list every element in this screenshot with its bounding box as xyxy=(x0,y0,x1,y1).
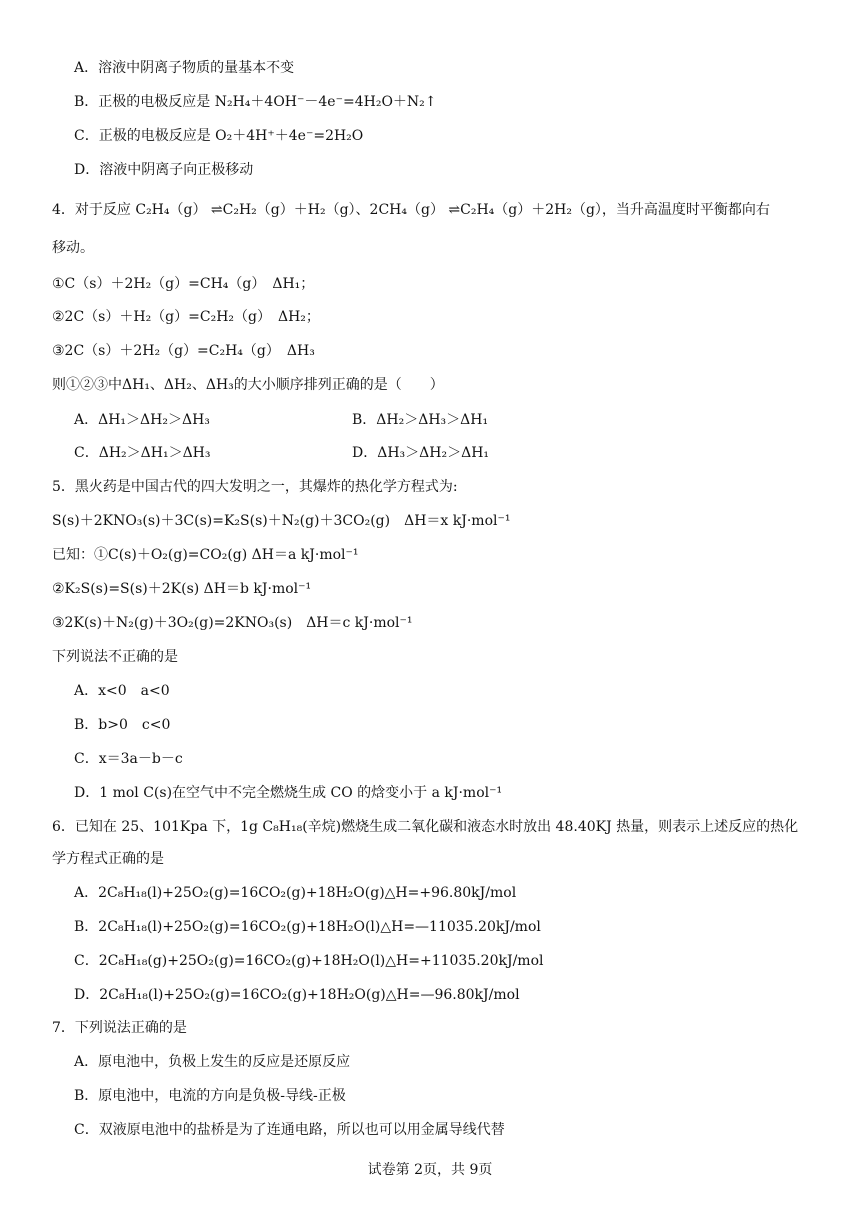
q5-option-a: A．x<0 a<0 xyxy=(74,683,170,699)
q3-option-c: C．正极的电极反应是 O₂＋4H⁺＋4e⁻=2H₂O xyxy=(74,128,364,144)
page-footer: 试卷第 2页，共 9页 xyxy=(367,1162,493,1178)
q4-question: 则①②③中ΔH₁、ΔH₂、ΔH₃的大小顺序排列正确的是（ ） xyxy=(52,377,444,393)
q3-option-a: A．溶液中阴离子物质的量基本不变 xyxy=(74,60,295,76)
q6-stem-line2: 学方程式正确的是 xyxy=(52,851,164,867)
q4-equation-2: ②2C（s）＋H₂（g）=C₂H₂（g） ΔH₂； xyxy=(52,309,320,325)
q4-option-d: D．ΔH₃＞ΔH₂＞ΔH₁ xyxy=(352,445,490,461)
q6-stem-line1: 6．已知在 25、101Kpa 下，1g C₈H₁₈(辛烷)燃烧生成二氧化碳和液态水时放出 48.40KJ 热量，则表示上述反应的热化 xyxy=(52,819,799,835)
q6-option-a: A．2C₈H₁₈(l)+25O₂(g)=16CO₂(g)+18H₂O(g)△H=+96.80kJ/mol xyxy=(74,885,517,901)
q4-option-b: B．ΔH₂＞ΔH₃＞ΔH₁ xyxy=(352,412,489,428)
q5-known-2: ②K₂S(s)=S(s)＋2K(s) ΔH＝b kJ·mol⁻¹ xyxy=(52,581,312,597)
q4-equation-1: ①C（s）＋2H₂（g）=CH₄（g） ΔH₁； xyxy=(52,276,315,292)
q5-stem: 5．黑火药是中国古代的四大发明之一，其爆炸的热化学方程式为: xyxy=(52,479,458,495)
q5-option-b: B．b>0 c<0 xyxy=(74,717,171,733)
q7-option-b: B．原电池中，电流的方向是负极-导线-正极 xyxy=(74,1088,346,1104)
q5-known-1: 已知：①C(s)＋O₂(g)=CO₂(g) ΔH＝a kJ·mol⁻¹ xyxy=(52,547,359,563)
q7-stem: 7．下列说法正确的是 xyxy=(52,1020,187,1036)
q5-option-c: C．x＝3a－b－c xyxy=(74,751,183,767)
q6-option-b: B．2C₈H₁₈(l)+25O₂(g)=16CO₂(g)+18H₂O(l)△H=—11035.20kJ/mol xyxy=(74,919,541,935)
q4-option-a: A．ΔH₁＞ΔH₂＞ΔH₃ xyxy=(74,412,210,428)
q4-stem-line2: 移动。 xyxy=(52,240,94,256)
q4-option-c: C．ΔH₂＞ΔH₁＞ΔH₃ xyxy=(74,445,211,461)
q4-stem-line1: 4．对于反应 C₂H₄（g） ⇌C₂H₂（g）＋H₂（g）、2CH₄（g） ⇌C₂H₄（g）＋2H₂（g），当升高温度时平衡都向右 xyxy=(52,202,770,218)
q3-option-b: B．正极的电极反应是 N₂H₄＋4OH⁻－4e⁻=4H₂O＋N₂↑ xyxy=(74,94,437,110)
q5-known-3: ③2K(s)＋N₂(g)＋3O₂(g)=2KNO₃(s) ΔH＝c kJ·mol⁻¹ xyxy=(52,615,413,631)
q7-option-c: C．双液原电池中的盐桥是为了连通电路，所以也可以用金属导线代替 xyxy=(74,1122,505,1138)
q6-option-c: C．2C₈H₁₈(g)+25O₂(g)=16CO₂(g)+18H₂O(l)△H=+11035.20kJ/mol xyxy=(74,953,544,969)
q7-option-a: A．原电池中，负极上发生的反应是还原反应 xyxy=(74,1054,351,1070)
q6-option-d: D．2C₈H₁₈(l)+25O₂(g)=16CO₂(g)+18H₂O(g)△H=—96.80kJ/mol xyxy=(74,987,520,1003)
q5-option-d: D．1 mol C(s)在空气中不完全燃烧生成 CO 的焓变小于 a kJ·mol⁻¹ xyxy=(74,785,503,801)
q5-reaction: S(s)＋2KNO₃(s)＋3C(s)=K₂S(s)＋N₂(g)＋3CO₂(g) ΔH＝x kJ·mol⁻¹ xyxy=(52,513,511,529)
q4-equation-3: ③2C（s）＋2H₂（g）=C₂H₄（g） ΔH₃ xyxy=(52,343,315,359)
q3-option-d: D．溶液中阴离子向正极移动 xyxy=(74,162,254,178)
q5-question: 下列说法不正确的是 xyxy=(52,649,178,665)
